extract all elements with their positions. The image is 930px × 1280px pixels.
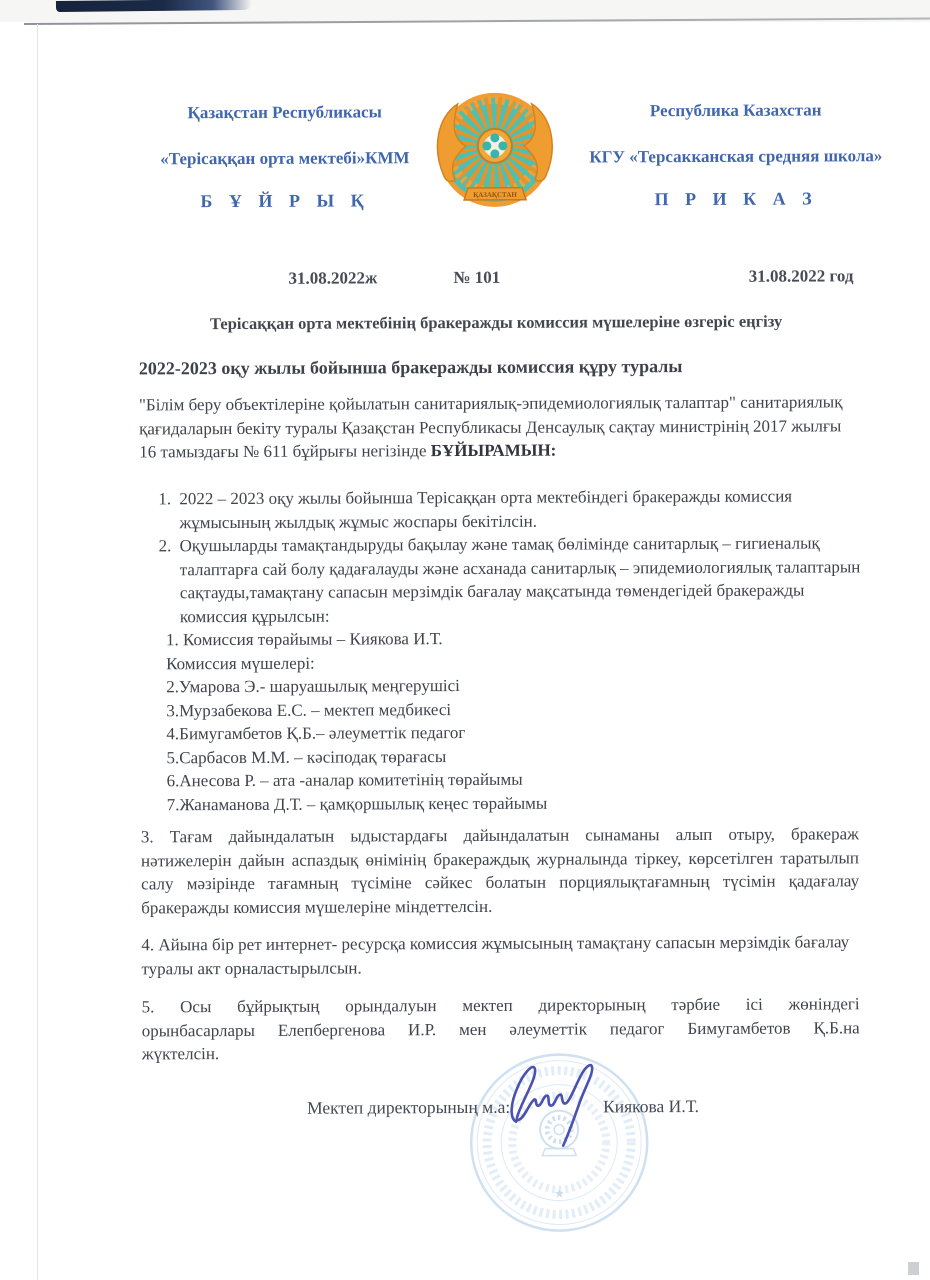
commission-line: 6.Анесова Р. – ата -аналар комитетінің төрайымы [166,769,523,791]
order-item-text: Оқушыларды тамақтандыруды бақылау және тамақ бөлімінде санитарлық – гигиеналық талаптарға сай болу қадағалауды және асханада санитарлық – эпидемиологиялық талаптарын сақтауды,тамақтану сапасын мерзімдік бағалау мақсатында төмендегідей бракеражды комиссия құрылсын: [179,533,861,626]
doc-type-ru: П Р И К А З [654,188,818,210]
commission-line: 7.Жанаманова Д.Т. – қамқоршылық кеңес төрайымы [166,793,548,814]
paragraph-3: 3. Тағам дайындалатын ыдыстардағы дайындалатын сынаманы алып отыру, бракераж нәтижелерін дайын аспаздық өнімінің бракераждық журналында тіркеу, көрсетілген таратылып салу мәзірінде тағамның түсіміне сәйкес болатын порциялықтағамның түсімін қадағалау бракеражды комиссия мүшелеріне міндеттелсін. [140,824,860,917]
commission-line: 2.Умарова Э.- шаруашылық меңгерушісі [166,676,460,697]
commission-line: 5.Сарбасов М.М. – кәсіподақ төрағасы [166,746,447,767]
commission-line: Комиссия мүшелері: [166,653,315,673]
country-name-kz: Қазақстан Республикасы [187,102,382,123]
order-number: № 101 [453,267,501,288]
signature-label: Мектеп директорының м.а: [306,1096,511,1118]
organization-name-ru: КГУ «Терсакканская средняя школа» [589,145,883,166]
order-subject: 2022-2023 оқу жылы бойынша бракеражды комиссия құру туралы [138,356,683,379]
order-item-text: 2022 – 2023 оқу жылы бойынша Терісаққан орта мектебіндегі бракеражды комиссия жұмысының жылдық жұмыс жоспары бекітілсін. [179,486,793,532]
order-date-ru: 31.08.2022 год [748,266,854,286]
commission-line: 3.Мурзабекова Е.С. – мектеп медбикесі [166,699,452,720]
order-items-list [139,484,866,816]
kazakhstan-coat-of-arms-icon [428,88,563,227]
order-date-kz: 31.08.2022ж [288,268,378,288]
paragraph-5: 5. Осы бұйрықтың орындалуын мектеп директорының тәрбие ісі жөніндегі орынбасарлары Елепбергенова И.Р. мен әлеуметтік педагог Бимугамбетов Қ.Б.на жүктелсін. [141,994,860,1064]
commission-members-list [166,625,867,816]
commission-line: 1. Комиссия төрайымы – Киякова И.Т. [165,629,443,650]
organization-name-kz: «Терісаққан орта мектебі»КММ [160,147,410,168]
country-name-ru: Республика Казахстан [649,100,822,121]
stamp-star: ★ [554,1186,565,1201]
emblem-banner-text: ҚАЗАҚСТАН [473,190,517,199]
order-word: БҰЙЫРАМЫН: [430,440,557,461]
order-item [165,531,867,816]
header-kazakh [145,100,425,214]
header-russian [586,98,886,212]
signature-ink [500,1057,612,1149]
order-title: Терісаққан орта мектебінің бракеражды комиссия мүшелеріне өзгеріс еңгізу [209,311,783,334]
order-item [175,484,865,534]
signatory-name: Киякова И.Т. [602,1095,700,1117]
order-meta-line [138,264,853,291]
doc-type-kz: Б Ұ Й Р Ы Қ [200,190,370,212]
preamble-paragraph [139,390,857,464]
commission-line: 4.Бимугамбетов Қ.Б.– әлеуметтік педагог [166,722,466,744]
preamble-text: "Білім беру объектілеріне қойылатын санитариялық-эпидемиологиялық талаптар" санитариялық қағидаларын бекіту туралы Қазақстан Республикасы Денсаулық сақтау министрінің 2017 жылғы 16 тамыздағы № 611 бұйрығы негізінде [138,392,843,462]
paragraph-4: 4. Айына бір рет интернет- ресурсқа комиссия жұмысының тамақтану сапасын мерзімдік бағалау туралы акт орналастырылсын. [141,932,850,978]
